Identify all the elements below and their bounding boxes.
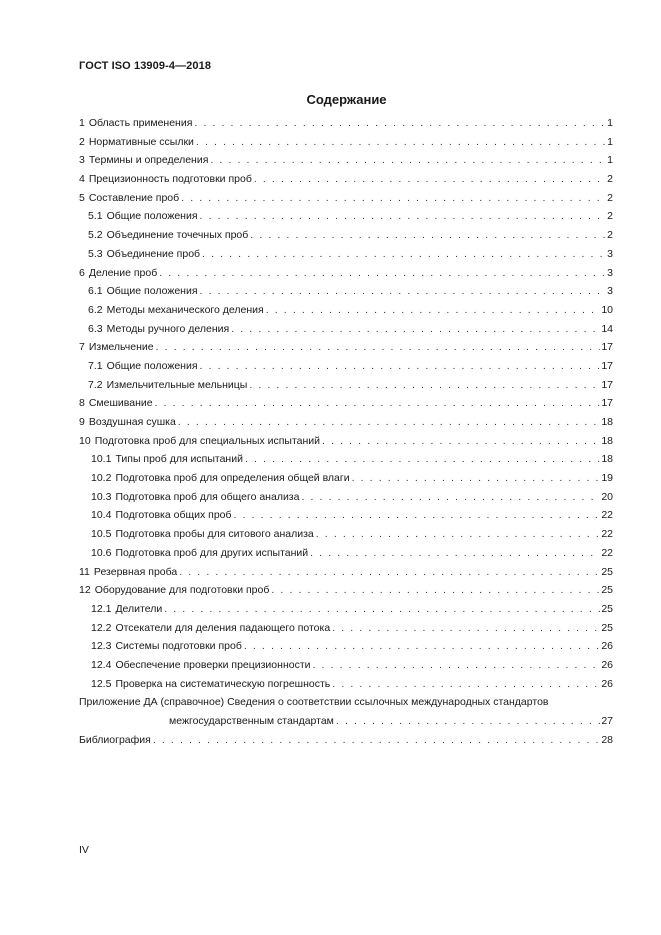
toc-entry[interactable]	[79, 133, 613, 152]
toc-leader-dots	[332, 619, 600, 638]
toc-entry-title: Составление проб	[88, 191, 180, 204]
toc-entry[interactable]	[79, 656, 613, 675]
toc-entry-number: 7.1	[88, 359, 103, 372]
toc-entry-page: 18	[601, 453, 613, 466]
toc-entry[interactable]	[79, 151, 613, 170]
toc-entry-page: 3	[607, 247, 613, 260]
toc-entry[interactable]	[79, 581, 613, 600]
toc-entry[interactable]	[79, 170, 613, 189]
toc-title: Содержание	[306, 92, 387, 107]
document-code: ГОСТ ISO 13909-4—2018	[79, 60, 212, 72]
toc-entry[interactable]	[79, 432, 613, 451]
toc-entry-number: 12	[79, 584, 91, 597]
annex-page: 27	[601, 715, 613, 728]
toc-leader-dots	[200, 357, 601, 376]
toc-entry[interactable]	[79, 506, 613, 525]
toc-entry-number: 10.5	[91, 528, 112, 541]
toc-entry[interactable]	[79, 469, 613, 488]
toc-annex-entry[interactable]	[79, 693, 613, 730]
table-of-contents	[79, 114, 613, 749]
toc-entry-number: 7	[79, 341, 85, 354]
toc-entry-title: Общие положения	[106, 359, 198, 372]
toc-entry-page: 3	[607, 285, 613, 298]
toc-entry-title: Объединение проб	[106, 247, 201, 260]
toc-entry-title: Термины и определения	[88, 154, 209, 167]
toc-entry-page: 22	[601, 546, 613, 559]
toc-entry-number: 9	[79, 416, 85, 428]
bibliography-page: 28	[601, 733, 613, 746]
toc-entry[interactable]	[79, 338, 613, 357]
toc-entry-number: 6.2	[88, 303, 103, 316]
toc-entry-number: 12.3	[91, 640, 112, 653]
toc-entry-title: Область применения	[88, 117, 193, 129]
toc-entry-number: 10	[79, 434, 91, 447]
toc-entry-title: Методы ручного деления	[106, 322, 230, 335]
toc-entry-number: 6.1	[88, 285, 103, 298]
toc-entry-number: 12.1	[91, 602, 112, 615]
toc-leader-dots	[194, 114, 606, 133]
toc-entry-number: 12.5	[91, 677, 112, 690]
toc-entry-number: 3	[79, 154, 85, 167]
toc-entry-title: Подготовка проб для других испытаний	[115, 546, 309, 559]
toc-leader-dots	[181, 189, 606, 208]
toc-leader-dots	[250, 226, 606, 245]
toc-entry-page: 2	[607, 229, 613, 242]
toc-entry-number: 6	[79, 266, 85, 279]
toc-entry-title: Отсекатели для деления падающего потока	[115, 621, 331, 634]
toc-entry-page: 14	[601, 322, 613, 335]
toc-entry-number: 5.3	[88, 247, 103, 260]
toc-leader-dots	[231, 320, 600, 339]
toc-entry-number: 12.4	[91, 658, 112, 671]
toc-leader-dots	[245, 450, 600, 469]
toc-leader-dots	[153, 731, 600, 750]
toc-leader-dots	[164, 600, 600, 619]
toc-entry-title: Измельчительные мельницы	[106, 378, 248, 391]
toc-entry-title: Измельчение	[88, 341, 154, 354]
toc-entry-number: 10.6	[91, 546, 112, 559]
toc-entry[interactable]	[79, 376, 613, 395]
toc-entry[interactable]	[79, 544, 613, 563]
toc-entry-number: 10.3	[91, 490, 112, 503]
toc-entry-page: 17	[601, 341, 613, 354]
toc-leader-dots	[316, 525, 601, 544]
toc-entry-number: 10.4	[91, 509, 112, 522]
toc-entry-title: Подготовка пробы для ситового анализа	[115, 528, 314, 541]
toc-entry-page: 2	[607, 210, 613, 223]
toc-leader-dots	[266, 301, 601, 320]
toc-entry-number: 5.1	[88, 210, 103, 223]
toc-entry-number: 11	[79, 565, 90, 578]
toc-entry-number: 6.3	[88, 322, 103, 335]
toc-entry-page: 10	[601, 303, 613, 316]
toc-entry-page: 17	[601, 359, 613, 372]
toc-leader-dots	[313, 656, 601, 675]
toc-leader-dots	[200, 282, 607, 301]
toc-leader-dots	[332, 675, 600, 694]
toc-entry-number: 10.2	[91, 472, 112, 485]
toc-leader-dots	[271, 581, 600, 600]
toc-leader-dots	[210, 151, 606, 170]
toc-entry-page: 22	[601, 528, 613, 541]
toc-leader-dots	[336, 712, 600, 731]
toc-entry-number: 1	[79, 117, 85, 129]
toc-entry[interactable]	[79, 600, 613, 619]
toc-entry[interactable]	[79, 488, 613, 507]
toc-entry[interactable]	[79, 264, 613, 283]
toc-entry[interactable]	[79, 563, 613, 582]
annex-title-line2-row	[79, 712, 613, 731]
toc-entry-page: 20	[601, 490, 613, 503]
toc-entry-page: 1	[607, 154, 613, 167]
toc-entry-title: Общие положения	[106, 210, 198, 223]
toc-entry-title: Прецизионность подготовки проб	[88, 173, 252, 186]
toc-entry-page: 26	[601, 658, 613, 671]
toc-entry[interactable]	[79, 357, 613, 376]
toc-entry[interactable]	[79, 320, 613, 339]
toc-leader-dots	[310, 544, 600, 563]
toc-leader-dots	[159, 264, 606, 283]
toc-entry-number: 12.2	[91, 621, 112, 634]
toc-entry-title: Общие положения	[106, 285, 198, 298]
toc-entry-number: 2	[79, 135, 85, 148]
toc-entry-title: Подготовка проб для специальных испытаний	[94, 434, 321, 447]
toc-entry-title: Подготовка проб для общего анализа	[115, 490, 300, 503]
toc-entry-number: 8	[79, 397, 85, 410]
toc-leader-dots	[179, 563, 600, 582]
annex-title-line2: межгосударственным стандартам	[169, 715, 334, 728]
toc-entry-page: 25	[601, 621, 613, 634]
toc-entry-title: Методы механического деления	[106, 303, 264, 316]
toc-entry-page: 25	[601, 602, 613, 615]
toc-entry-title: Подготовка общих проб	[115, 509, 232, 522]
toc-entry[interactable]	[79, 282, 613, 301]
toc-entry[interactable]	[79, 675, 613, 694]
toc-entry[interactable]	[79, 525, 613, 544]
page-folio: IV	[79, 844, 89, 856]
toc-leader-dots	[200, 207, 607, 226]
toc-entry[interactable]	[79, 207, 613, 226]
toc-entry-title: Объединение точечных проб	[106, 229, 249, 242]
toc-leader-dots	[352, 469, 601, 488]
toc-entry-title: Смешивание	[88, 397, 153, 410]
toc-entry-number: 10.1	[91, 453, 112, 466]
toc-entry-page: 22	[601, 509, 613, 522]
toc-entry-number: 7.2	[88, 378, 103, 391]
toc-entry-page: 26	[601, 640, 613, 653]
toc-entry[interactable]	[79, 619, 613, 638]
toc-entry-title: Деление проб	[88, 266, 158, 279]
toc-entry-number: 4	[79, 173, 85, 186]
toc-entry-title: Делители	[115, 602, 163, 615]
toc-entry[interactable]	[79, 637, 613, 656]
toc-leader-dots	[301, 488, 600, 507]
toc-entry-title: Типы проб для испытаний	[115, 453, 243, 466]
toc-entry-title: Системы подготовки проб	[115, 640, 242, 653]
toc-leader-dots	[155, 394, 601, 413]
toc-entry-page: 18	[601, 416, 613, 428]
toc-leader-dots	[249, 376, 600, 395]
toc-entry-page: 19	[601, 472, 613, 485]
toc-leader-dots	[234, 506, 601, 525]
toc-leader-dots	[244, 637, 600, 656]
toc-entry-page: 2	[607, 191, 613, 204]
toc-entry-title: Проверка на систематическую погрешность	[115, 677, 331, 690]
toc-leader-dots	[196, 133, 606, 152]
bibliography-title: Библиография	[79, 733, 151, 746]
toc-entry-page: 1	[607, 135, 613, 148]
toc-entry-number: 5	[79, 191, 85, 204]
toc-bibliography-entry[interactable]	[79, 731, 613, 750]
toc-entry-page: 17	[601, 378, 613, 391]
toc-leader-dots	[156, 338, 601, 357]
toc-entry-page: 18	[601, 434, 613, 447]
toc-entry-page: 1	[607, 117, 613, 129]
toc-entry-page: 25	[601, 584, 613, 597]
toc-entry[interactable]	[79, 450, 613, 469]
toc-entry-page: 17	[601, 397, 613, 410]
toc-leader-dots	[322, 432, 600, 451]
toc-entry[interactable]	[79, 189, 613, 208]
toc-entry-page: 25	[601, 565, 613, 578]
toc-entry-page: 3	[607, 266, 613, 279]
toc-entry-title: Оборудование для подготовки проб	[94, 584, 270, 597]
toc-entry-title: Обеспечение проверки прецизионности	[115, 658, 311, 671]
toc-entry-title: Подготовка проб для определения общей влаги	[115, 472, 350, 485]
toc-entry-title: Нормативные ссылки	[88, 135, 194, 148]
toc-entry-title: Воздушная сушка	[88, 416, 176, 428]
toc-leader-dots	[202, 245, 606, 264]
toc-entry[interactable]	[79, 413, 613, 432]
toc-entry-page: 2	[607, 173, 613, 186]
toc-entry[interactable]	[79, 114, 613, 133]
toc-entry[interactable]	[79, 394, 613, 413]
toc-entry[interactable]	[79, 226, 613, 245]
toc-entry[interactable]	[79, 245, 613, 264]
toc-entry-number: 5.2	[88, 229, 103, 242]
toc-leader-dots	[254, 170, 606, 189]
toc-leader-dots	[178, 413, 601, 432]
annex-title-line1: Приложение ДА (справочное) Сведения о соответствии ссылочных международных стандартов	[79, 696, 549, 709]
toc-entry-title: Резервная проба	[93, 565, 178, 578]
toc-entry[interactable]	[79, 301, 613, 320]
toc-entry-page: 26	[601, 677, 613, 690]
